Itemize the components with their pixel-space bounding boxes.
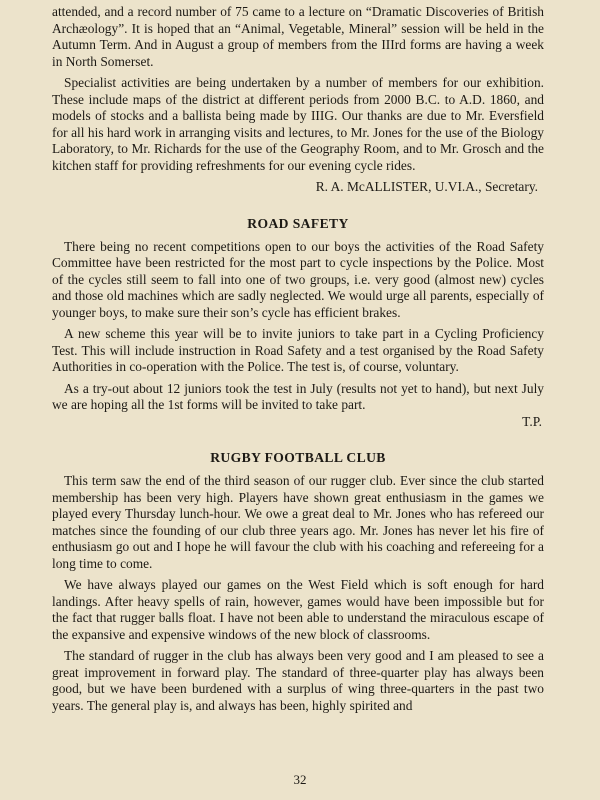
road-safety-paragraph-2: A new scheme this year will be to invite juniors to take part in a Cycling Proficiency Test. This will include instruction in Road Safety and a test organised by the Road Safety Authorities in co-operation with the Police. The test is, of course, voluntary. [52,326,544,374]
rugby-paragraph-2: We have always played our games on the West Field which is soft enough for hard landings. After heavy spells of rain, however, games would have been impossible but for the fact that rugger balls float. I have not been able to understand the miraculous escape of the expansive and expensive windows of the new block of classrooms. [52,577,544,642]
road-safety-paragraph-1: There being no recent competitions open to our boys the activities of the Road Safety Committee have been restricted for the most part to cycle inspections by the Police. Most of the cycles still seem to fall into one of two groups, i.e. very good (almost new) cycles and those old machines which are sadly neglected. We would urge all parents, especially of younger boys, to make sure their son’s cycle has efficient brakes. [52,238,544,320]
rugby-heading: RUGBY FOOTBALL CLUB [210,450,386,465]
road-safety-initials: T.P. [522,413,542,429]
rugby-paragraph-1: This term saw the end of the third season of our rugger club. Ever since the club started membership has been very high. Players have shown great enthusiasm in the games we played every Thursday lunch-hour. We owe a great deal to Mr. Jones who has refereed our matches since the founding of our club three years ago. Mr. Jones has never let his fire of enthusiasm go out and I hope he will favour the club with his coaching and refereeing for a long time to come. [52,473,544,571]
page-number: 32 [293,772,307,787]
road-safety-paragraph-3: As a try-out about 12 juniors took the test in July (results not yet to hand), but next July we are hoping all the 1st forms will be invited to take part. [52,380,544,412]
secretary-signature: R. A. McALLISTER, U.VI.A., Secretary. [315,179,538,194]
intro-paragraph-2: Specialist activities are being undertaken by a number of members for our exhibition. These include maps of the district at different periods from 2000 B.C. to A.D. 1860, and models of stocks and a ballista being made by IIIG. Our thanks are due to Mr. Eversfield for all his hard work in arranging visits and lectures, to Mr. Jones for the use of the Biology Laboratory, to Mr. Richards for the use of the Geography Room, and to Mr. Grosch and the kitchen staff for providing refreshments for our evening cycle rides. [52,75,544,173]
rugby-paragraph-3: The standard of rugger in the club has always been very good and I am pleased to see a great improvement in forward play. The standard of three-quarter play has always been good, but we have been burdened with a surplus of wing three-quarters in the past two years. The general play is, and always has been, highly spirited and [52,648,544,713]
road-safety-heading: ROAD SAFETY [247,215,349,231]
intro-paragraph-1: attended, and a record number of 75 came to a lecture on “Dramatic Discoveries of British Archæology”. It is hoped that an “Animal, Vegetable, Mineral” session will be held in the Autumn Term. And in August a group of members from the IIIrd forms are having a week in North Somerset. [52,4,544,69]
